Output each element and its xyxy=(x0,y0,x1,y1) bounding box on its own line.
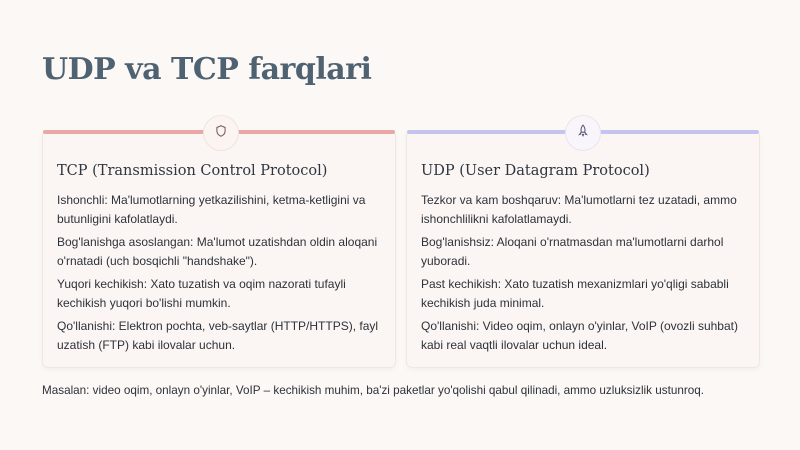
rocket-icon xyxy=(576,124,590,143)
footer-note: Masalan: video oqim, onlayn o'yinlar, VoIP – kechikish muhim, ba'zi paketlar yo'qolishi qabul qilinadi, ammo uzluksizlik ustunroq. xyxy=(42,384,704,397)
udp-item-connectionless: Bog'lanishsiz: Aloqani o'rnatmasdan ma'lumotlarni darhol yuboradi. xyxy=(421,235,724,268)
udp-item-fast: Tezkor va kam boshqaruv: Ma'lumotlarni tez uzatadi, ammo ishonchlilikni kafolatlamaydi. xyxy=(421,193,737,226)
udp-item-latency: Past kechikish: Xato tuzatish mexanizmlari yo'qligi sababli kechikish juda minimal. xyxy=(421,277,729,310)
tcp-item-latency: Yuqori kechikish: Xato tuzatish va oqim nazorati tufayli kechikish yuqori bo'lishi mumkin. xyxy=(57,277,346,310)
udp-badge xyxy=(565,115,601,151)
page-title: UDP va TCP farqlari xyxy=(42,52,372,87)
tcp-badge xyxy=(203,115,239,151)
udp-card xyxy=(406,130,760,368)
tcp-item-usage: Qo'llanishi: Elektron pochta, veb-saytlar (HTTP/HTTPS), fayl uzatish (FTP) kabi ilovalar uchun. xyxy=(57,319,379,352)
shield-icon xyxy=(214,124,228,143)
tcp-heading: TCP (Transmission Control Protocol) xyxy=(57,163,328,179)
tcp-card xyxy=(42,130,396,368)
udp-item-usage: Qo'llanishi: Video oqim, onlayn o'yinlar, VoIP (ovozli suhbat) kabi real vaqtli ilovalar uchun ideal. xyxy=(421,319,738,352)
udp-heading: UDP (User Datagram Protocol) xyxy=(421,163,650,179)
tcp-item-reliable: Ishonchli: Ma'lumotlarning yetkazilishini, ketma-ketligini va butunligini kafolatlaydi. xyxy=(57,193,366,226)
tcp-item-connection: Bog'lanishga asoslangan: Ma'lumot uzatishdan oldin aloqani o'rnatadi (uch bosqichli "handshake"). xyxy=(57,235,378,268)
